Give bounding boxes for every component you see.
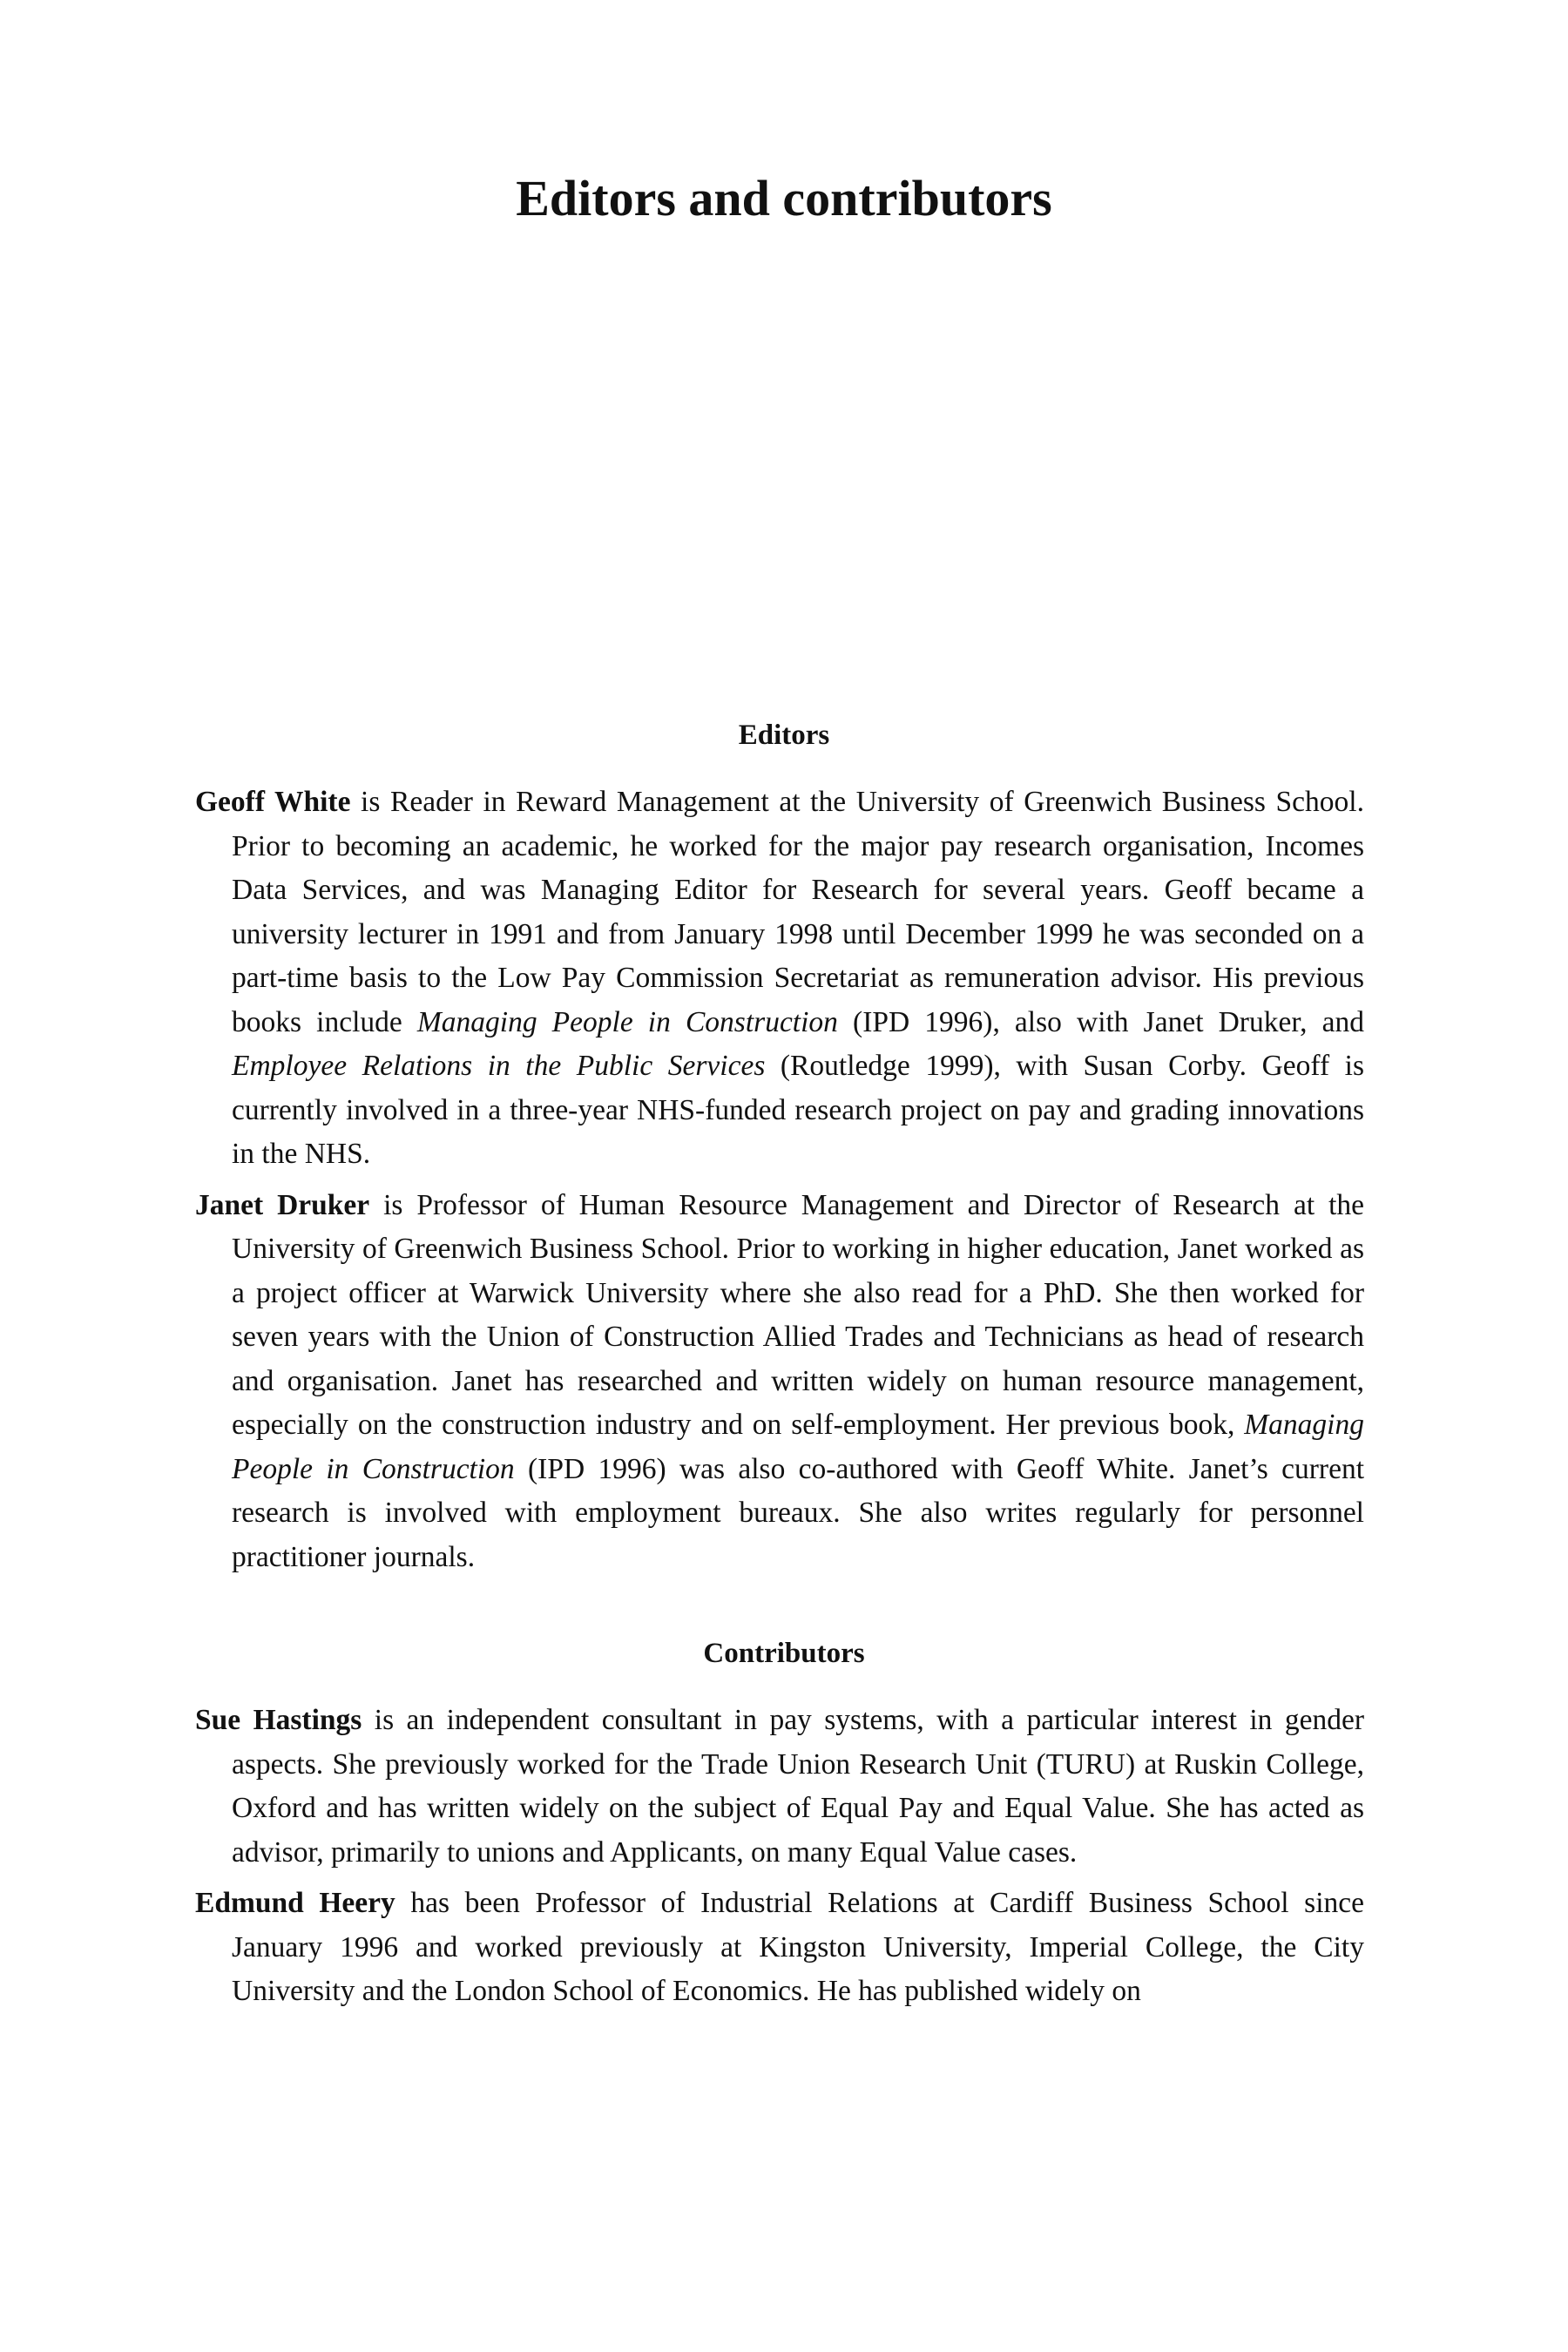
contributor-bio-text: has been Professor of Industrial Relations at Cardiff Business School since January 1996 and worked previously at Kingston University, Imperial College, the City University and the London School of Economics. He has published widely on bbox=[232, 1887, 1364, 2007]
editor-entry-geoff-white bbox=[195, 781, 1364, 1177]
editors-list bbox=[195, 781, 1364, 1586]
editors-heading: Editors bbox=[738, 720, 830, 751]
editor-bio-text: (Routledge 1999), with Susan Corby. Geoff is currently involved in a three-year NHS-funded research project on pay and grading innovations in the NHS. bbox=[232, 1050, 1364, 1170]
editor-bio-text: is Professor of Human Resource Management and Director of Research at the University of Greenwich Business School. Prior to working in higher education, Janet worked as a project officer at Warwick University where she also read for a PhD. She then worked for seven years with the Union of Construction Allied Trades and Technicians as head of research and organisation. Janet has researched and written widely on human resource management, especially on the construction industry and on self-employment. Her previous book, bbox=[232, 1188, 1364, 1441]
editor-entry-janet-druker bbox=[195, 1184, 1364, 1580]
editor-bio-text: (IPD 1996) was also co-authored with Geoff White. Janet’s current research is involved with employment bureaux. She also writes regularly for personnel practitioner journals. bbox=[232, 1452, 1365, 1573]
editor-bio-text: (IPD 1996), also with Janet Druker, and bbox=[837, 1005, 1364, 1038]
contributors-heading: Contributors bbox=[703, 1638, 865, 1669]
contributor-bio-text: is an independent consultant in pay systems, with a particular interest in gender aspects. She previously worked for the Trade Union Research Unit (TURU) at Ruskin College, Oxford and has written widely on the subject of Equal Pay and Equal Value. She has acted as advisor, primarily to unions and Applicants, on many Equal Value cases. bbox=[232, 1704, 1364, 1869]
book-title: Managing People in Construction bbox=[416, 1005, 838, 1038]
editor-name: Geoff White bbox=[195, 786, 351, 818]
editor-name: Janet Druker bbox=[195, 1188, 370, 1221]
contributor-name: Edmund Heery bbox=[195, 1887, 395, 1919]
contributor-entry-edmund-heery bbox=[195, 1882, 1364, 2014]
book-title: Managing People in Construction bbox=[232, 1409, 1364, 1485]
contributor-entry-sue-hastings bbox=[195, 1699, 1364, 1875]
page-title: Editors and contributors bbox=[516, 170, 1052, 226]
book-title: Employee Relations in the Public Services bbox=[232, 1050, 766, 1082]
contributor-name: Sue Hastings bbox=[195, 1704, 362, 1736]
contributors-list bbox=[195, 1699, 1364, 2021]
editor-bio-text: is Reader in Reward Management at the University of Greenwich Business School. Prior to becoming an academic, he worked for the major pay research organisation, Incomes Data Services, and was Managing Editor for Research for several years. Geoff became a university lecturer in 1991 and from January 1998 until December 1999 he was seconded on a part-time basis to the Low Pay Commission Secretariat as remuneration advisor. His previous books include bbox=[232, 786, 1364, 1038]
